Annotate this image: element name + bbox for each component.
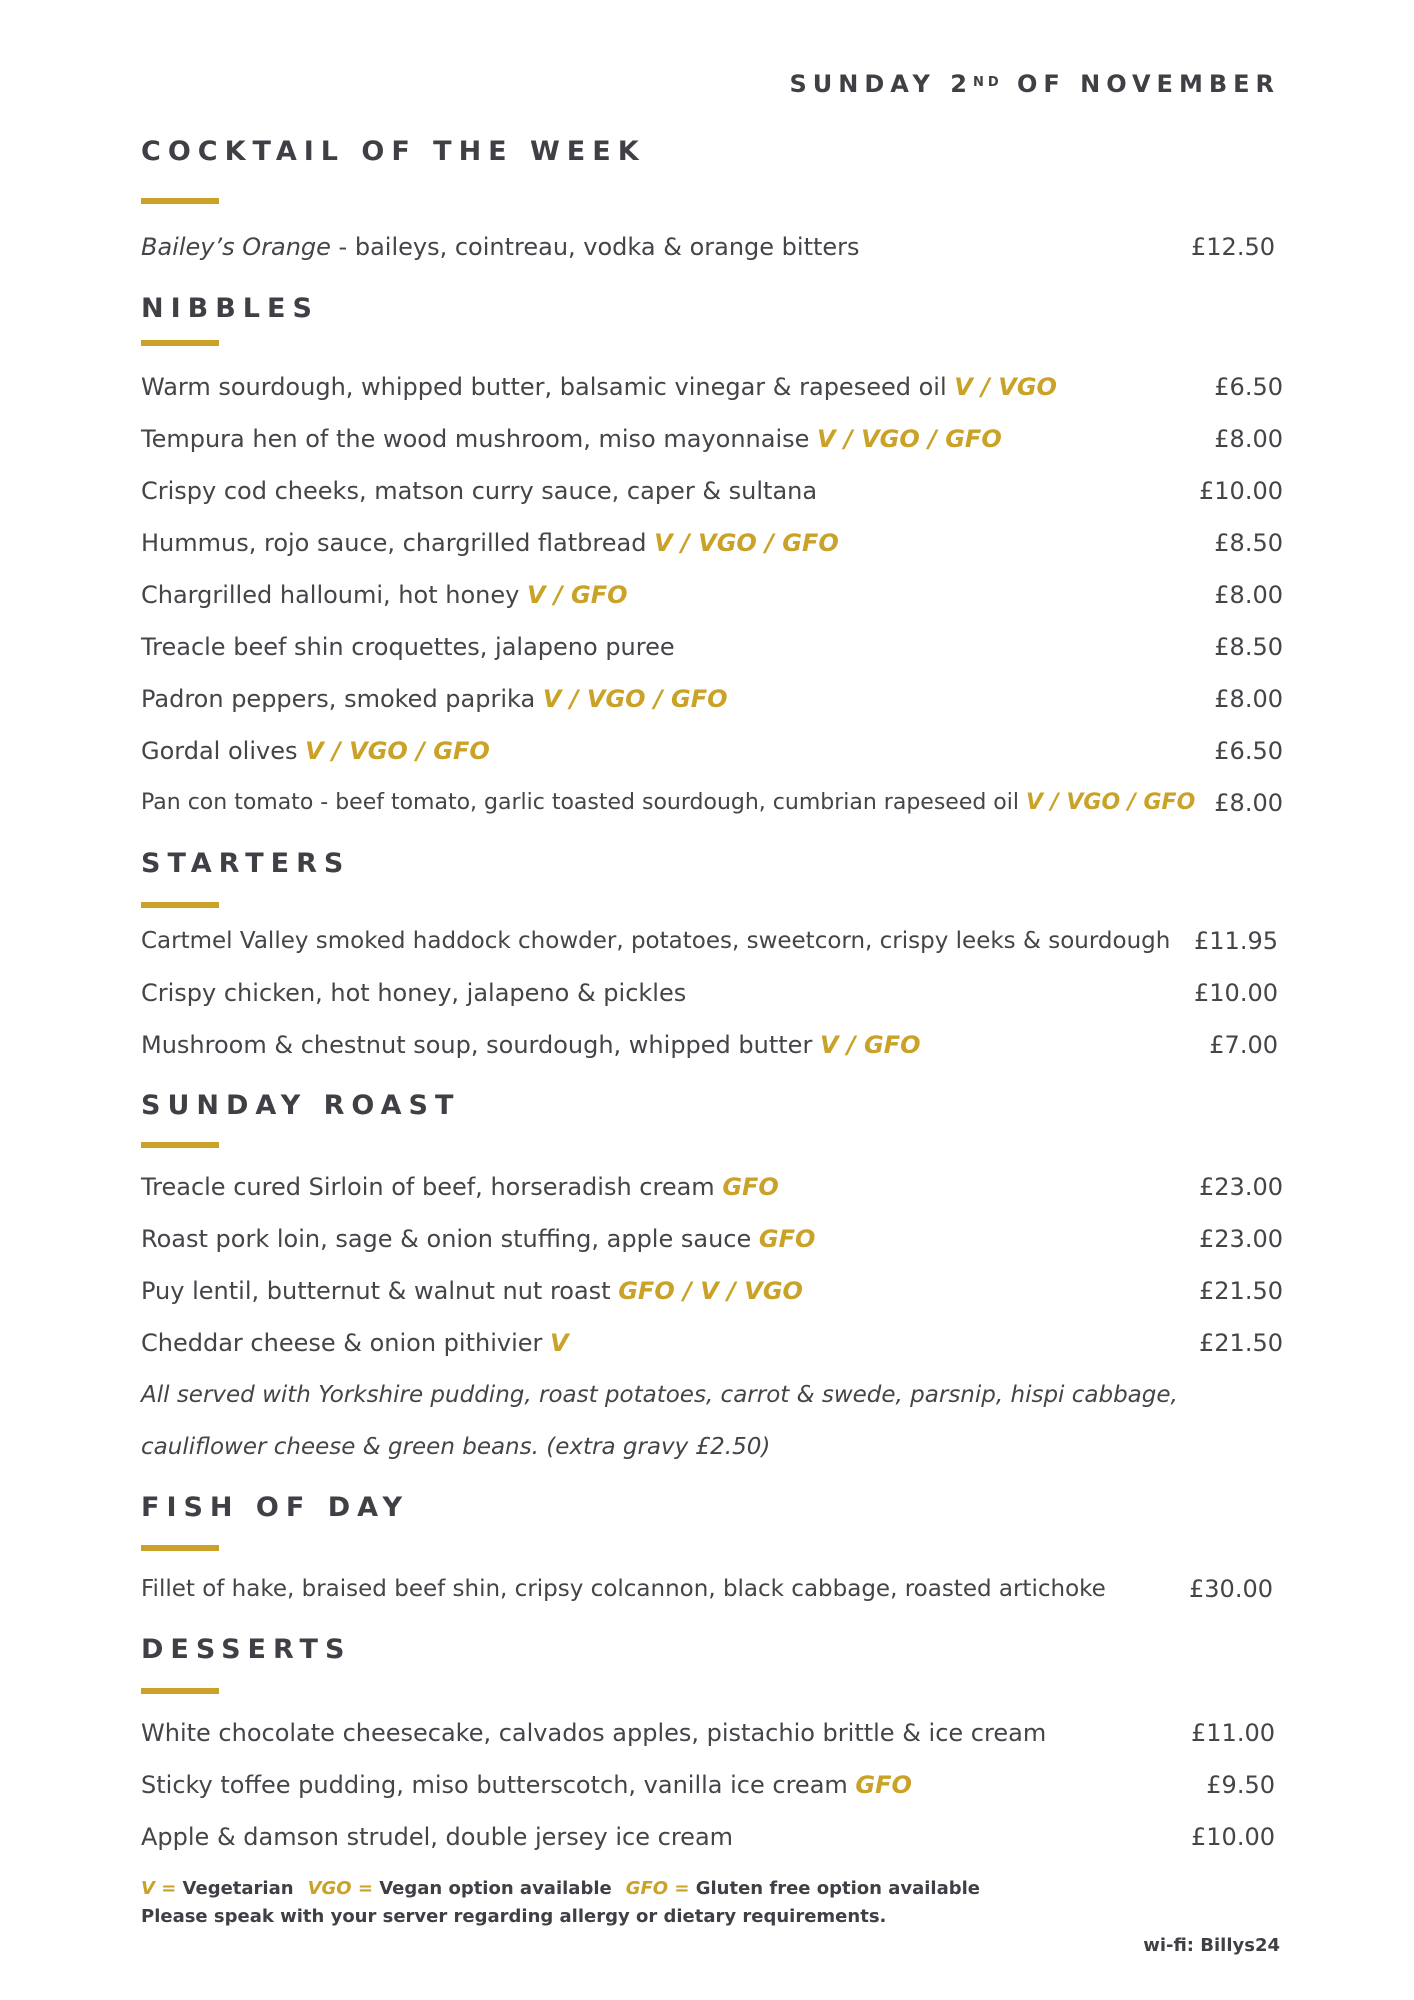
menu-item [141,734,1283,768]
item-description: Crispy cod cheeks, matson curry sauce, caper & sultana [141,477,818,505]
menu-item [141,630,1283,664]
item-price: £12.50 [1191,233,1275,261]
item-description: Roast pork loin, sage & onion stuffing, apple sauce GFO [141,1225,816,1253]
section-divider [141,198,219,204]
item-description: Gordal olives V / VGO / GFO [141,737,490,765]
item-price: £8.50 [1214,633,1283,661]
item-description: Cartmel Valley smoked haddock chowder, potatoes, sweetcorn, crispy leeks & sourdough [141,928,1171,954]
item-price: £23.00 [1199,1173,1283,1201]
item-description: Mushroom & chestnut soup, sourdough, whipped butter V / GFO [141,1031,921,1059]
menu-item [141,976,1283,1010]
menu-item [141,1028,1283,1062]
item-description: Puy lentil, butternut & walnut nut roast GFO / V / VGO [141,1277,803,1305]
cocktail-name: Bailey’s Orange [141,233,331,261]
menu-item [141,1820,1283,1854]
dietary-tags: V / VGO [954,373,1057,401]
item-description: Sticky toffee pudding, miso butterscotch, vanilla ice cream GFO [141,1771,912,1799]
dietary-tags: GFO / V / VGO [618,1277,803,1305]
menu-item [141,1768,1283,1802]
section-divider [141,1688,219,1694]
section-title-sunday-roast: SUNDAY ROAST [141,1090,461,1121]
allergy-notice: Please speak with your server regarding allergy or dietary requirements. [141,1906,887,1927]
dietary-tags: V / VGO / GFO [542,685,728,713]
item-description: Treacle beef shin croquettes, jalapeno puree [141,633,675,661]
menu-item [141,1326,1283,1360]
item-description: Crispy chicken, hot honey, jalapeno & pickles [141,979,687,1007]
dietary-tags: V / VGO / GFO [654,529,839,557]
menu-item [141,924,1283,958]
item-description: Fillet of hake, braised beef shin, cripsy colcannon, black cabbage, roasted artichoke [141,1576,1106,1602]
item-price: £8.00 [1214,581,1283,609]
item-price: £8.00 [1214,685,1283,713]
section-divider [141,1142,219,1148]
menu-item [141,1274,1283,1308]
item-price: £21.50 [1199,1329,1283,1357]
item-description: Chargrilled halloumi, hot honey V / GFO [141,581,628,609]
section-title-fish-of-day: FISH OF DAY [141,1492,410,1523]
item-price: £8.50 [1214,529,1283,557]
item-price: £11.00 [1191,1719,1275,1747]
item-price: £6.50 [1214,737,1283,765]
dietary-tags: GFO [855,1771,912,1799]
menu-item [141,1572,1283,1606]
section-title-starters: STARTERS [141,848,351,879]
section-divider [141,902,219,908]
menu-item [141,474,1283,508]
section-divider [141,1545,219,1551]
menu-item [141,422,1283,456]
item-description: Padron peppers, smoked paprika V / VGO / GFO [141,685,728,713]
item-description: Tempura hen of the wood mushroom, miso mayonnaise V / VGO / GFO [141,425,1002,453]
item-description: White chocolate cheesecake, calvados apples, pistachio brittle & ice cream [141,1719,1047,1747]
dietary-tags: GFO [758,1225,816,1253]
wifi-info: wi-fi: Billys24 [1143,1935,1280,1956]
menu-item [141,1170,1283,1204]
item-price: £10.00 [1191,1823,1275,1851]
item-price: £6.50 [1214,373,1283,401]
roast-accompaniments-note: All served with Yorkshire pudding, roast potatoes, carrot & swede, parsnip, hispi cabbage, [141,1382,1178,1408]
roast-accompaniments-note: cauliflower cheese & green beans. (extra gravy £2.50) [141,1434,771,1460]
dietary-tags: V / VGO / GFO [305,737,490,765]
item-price: £10.00 [1199,477,1283,505]
section-title-nibbles: NIBBLES [141,293,319,324]
menu-item [141,1716,1283,1750]
item-price: £8.00 [1214,425,1283,453]
item-description: Hummus, rojo sauce, chargrilled flatbread V / VGO / GFO [141,529,839,557]
item-price: £8.00 [1214,789,1283,817]
item-price: £30.00 [1189,1575,1273,1603]
menu-date: SUNDAY 2ND OF NOVEMBER [789,70,1280,98]
item-price: £23.00 [1199,1225,1283,1253]
dietary-tags: GFO [722,1173,779,1201]
section-divider [141,340,219,346]
menu-item [141,1222,1283,1256]
dietary-tags: V / VGO / GFO [817,425,1002,453]
item-price: £21.50 [1199,1277,1283,1305]
dietary-tags: V / VGO / GFO [1025,790,1196,815]
section-title-desserts: DESSERTS [141,1634,352,1665]
item-price: £10.00 [1194,979,1278,1007]
item-description: Treacle cured Sirloin of beef, horseradish cream GFO [141,1173,779,1201]
item-price: £9.50 [1206,1771,1275,1799]
item-description: Bailey’s Orange - baileys, cointreau, vodka & orange bitters [141,233,860,261]
menu-item [141,370,1283,404]
dietary-tags: V [550,1329,569,1357]
legend-keys: V = Vegetarian VGO = Vegan option available GFO = Gluten free option available [141,1878,980,1899]
item-description: Pan con tomato - beef tomato, garlic toasted sourdough, cumbrian rapeseed oil V / VGO / GFO [141,790,1196,815]
menu-item [141,230,1283,264]
dietary-tags: V / GFO [526,581,628,609]
section-title-cocktail: COCKTAIL OF THE WEEK [141,136,646,167]
item-description: Apple & damson strudel, double jersey ice cream [141,1823,734,1851]
item-description: Warm sourdough, whipped butter, balsamic vinegar & rapeseed oil V / VGO [141,373,1057,401]
item-price: £11.95 [1194,927,1278,955]
menu-item [141,578,1283,612]
menu-item [141,682,1283,716]
dietary-legend [141,1875,980,1931]
menu-item [141,786,1283,820]
item-price: £7.00 [1209,1031,1278,1059]
item-description: Cheddar cheese & onion pithivier V [141,1329,569,1357]
menu-item [141,526,1283,560]
dietary-tags: V / GFO [819,1031,921,1059]
